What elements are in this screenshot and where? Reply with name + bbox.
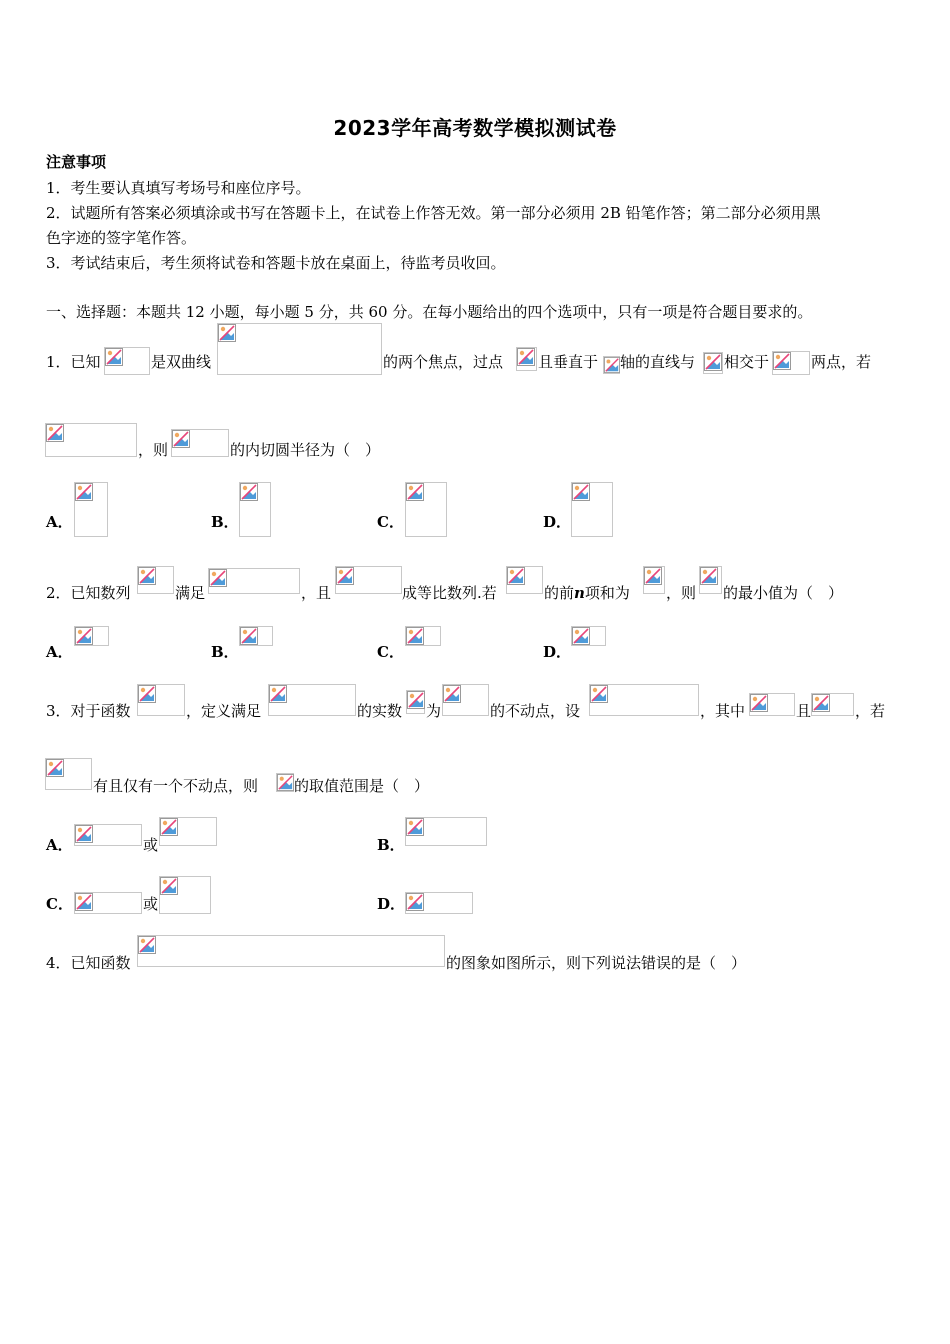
formula-image	[442, 684, 489, 716]
option-c-label: C．	[377, 513, 404, 531]
formula-image	[406, 690, 425, 714]
broken-image-icon	[406, 627, 424, 645]
notice-item-2-cont: 色字迹的签字笔作答。	[46, 229, 197, 247]
q3-text-10: 的取值范围是（ ）	[294, 777, 430, 795]
option-d-image[interactable]	[571, 626, 606, 646]
option-a-image-2[interactable]	[159, 817, 217, 846]
broken-image-icon	[46, 759, 64, 777]
option-c-label: C．	[377, 643, 404, 661]
formula-image	[703, 352, 723, 374]
broken-image-icon	[160, 877, 178, 895]
broken-image-icon	[704, 353, 722, 371]
q2-text-7: 的最小值为（ ）	[723, 584, 844, 602]
formula-image	[104, 347, 150, 375]
q2-text-5: 的前n项和为	[544, 584, 630, 602]
broken-image-icon	[443, 685, 461, 703]
q1-text-3: 的两个焦点，过点	[383, 353, 504, 371]
q3-text-7: 且	[796, 702, 812, 720]
q3-text-2: ，定义满足	[186, 702, 262, 720]
broken-image-icon	[644, 567, 662, 585]
q3-text-3: 的实数	[357, 702, 403, 720]
formula-image	[335, 566, 402, 594]
option-c-image-1[interactable]	[74, 892, 142, 914]
option-b-label: B．	[211, 513, 239, 531]
broken-image-icon	[507, 567, 525, 585]
q1-text-7: 两点，若	[811, 353, 872, 371]
option-b-image[interactable]	[239, 482, 271, 537]
broken-image-icon	[277, 774, 294, 791]
formula-image	[137, 684, 185, 716]
broken-image-icon	[812, 694, 830, 712]
broken-image-icon	[138, 567, 156, 585]
option-d-image[interactable]	[571, 482, 613, 537]
broken-image-icon	[700, 567, 718, 585]
formula-image	[811, 693, 854, 716]
notice-item-3: 3．考试结束后，考生须将试卷和答题卡放在桌面上，待监考员收回。	[46, 254, 506, 272]
formula-image	[589, 684, 699, 716]
broken-image-icon	[160, 818, 178, 836]
formula-image	[699, 566, 722, 594]
formula-image	[643, 566, 665, 594]
broken-image-icon	[269, 685, 287, 703]
broken-image-icon	[517, 348, 535, 366]
option-a-image[interactable]	[74, 482, 108, 537]
option-c-label: C．	[46, 895, 73, 913]
formula-image	[516, 347, 537, 371]
option-a-image[interactable]	[74, 626, 109, 646]
formula-image	[276, 773, 294, 792]
broken-image-icon	[750, 694, 768, 712]
formula-image	[45, 758, 92, 790]
option-c-image-2[interactable]	[159, 876, 211, 914]
option-b-label: B．	[377, 836, 405, 854]
q2-text-4: 成等比数列.若	[402, 584, 497, 602]
notice-heading: 注意事项	[46, 153, 107, 171]
option-a-label: A．	[46, 643, 73, 661]
broken-image-icon	[218, 324, 236, 342]
formula-image	[137, 935, 445, 967]
broken-image-icon	[240, 627, 258, 645]
option-d-image[interactable]	[405, 892, 473, 914]
formula-image	[603, 356, 620, 374]
option-d-label: D．	[543, 513, 572, 531]
q3-text-1: 3．对于函数	[46, 702, 131, 720]
broken-image-icon	[138, 685, 156, 703]
q1-text-4: 且垂直于	[538, 353, 599, 371]
broken-image-icon	[240, 483, 258, 501]
broken-image-icon	[105, 348, 123, 366]
notice-item-1: 1．考生要认真填写考场号和座位序号。	[46, 179, 311, 197]
q1-text-5: 轴的直线与	[620, 353, 696, 371]
broken-image-icon	[406, 893, 424, 911]
option-a-image-1[interactable]	[74, 824, 142, 846]
broken-image-icon	[407, 691, 425, 709]
q3-text-6: ，其中	[700, 702, 746, 720]
q4-text-1: 4．已知函数	[46, 954, 131, 972]
broken-image-icon	[138, 936, 156, 954]
q1-text-2: 是双曲线	[151, 353, 212, 371]
option-d-label: D．	[377, 895, 406, 913]
broken-image-icon	[46, 424, 64, 442]
q2-text-2: 满足	[175, 584, 206, 602]
broken-image-icon	[406, 818, 424, 836]
formula-image	[506, 566, 543, 594]
broken-image-icon	[336, 567, 354, 585]
broken-image-icon	[773, 352, 791, 370]
q1-text-9: 的内切圆半径为（ ）	[230, 441, 381, 459]
broken-image-icon	[209, 569, 227, 587]
broken-image-icon	[406, 483, 424, 501]
option-b-label: B．	[211, 643, 239, 661]
option-d-label: D．	[543, 643, 572, 661]
q3-text-5: 的不动点，设	[490, 702, 581, 720]
broken-image-icon	[590, 685, 608, 703]
formula-image	[171, 429, 229, 457]
page-title: 2023学年高考数学模拟测试卷	[333, 116, 617, 140]
broken-image-icon	[75, 483, 93, 501]
q1-text-1: 1．已知	[46, 353, 101, 371]
formula-image	[208, 568, 300, 594]
formula-image	[217, 323, 382, 375]
broken-image-icon	[172, 430, 190, 448]
q3-text-4: 为	[426, 702, 442, 720]
formula-image	[749, 693, 795, 716]
option-a-label: A．	[46, 836, 73, 854]
option-b-image[interactable]	[405, 817, 487, 846]
option-b-image[interactable]	[239, 626, 273, 646]
q4-text-2: 的图象如图所示，则下列说法错误的是（ ）	[446, 954, 747, 972]
q1-text-6: 相交于	[724, 353, 770, 371]
notice-item-2: 2．试题所有答案必须填涂或书写在答题卡上，在试卷上作答无效。第一部分必须用 2B 铅笔作答；第二部分必须用黑	[46, 204, 821, 222]
q2-text-1: 2．已知数列	[46, 584, 131, 602]
formula-image	[137, 566, 174, 594]
broken-image-icon	[75, 627, 93, 645]
formula-image	[772, 351, 810, 375]
option-c-image[interactable]	[405, 626, 441, 646]
q3-text-8: ，若	[855, 702, 886, 720]
option-c-or: 或	[143, 895, 159, 913]
option-a-or: 或	[143, 836, 159, 854]
formula-image	[268, 684, 356, 716]
broken-image-icon	[604, 357, 620, 373]
broken-image-icon	[75, 893, 93, 911]
broken-image-icon	[572, 627, 590, 645]
option-c-image[interactable]	[405, 482, 447, 537]
q1-text-8: ，则	[138, 441, 169, 459]
q3-text-9: 有且仅有一个不动点，则	[93, 777, 259, 795]
q2-text-6: ，则	[666, 584, 697, 602]
broken-image-icon	[572, 483, 590, 501]
option-a-label: A．	[46, 513, 73, 531]
formula-image	[45, 423, 137, 457]
broken-image-icon	[75, 825, 93, 843]
q2-text-3: ，且	[301, 584, 332, 602]
section-heading: 一、选择题：本题共 12 小题，每小题 5 分，共 60 分。在每小题给出的四个选项中，只有一项是符合题目要求的。	[46, 303, 813, 321]
